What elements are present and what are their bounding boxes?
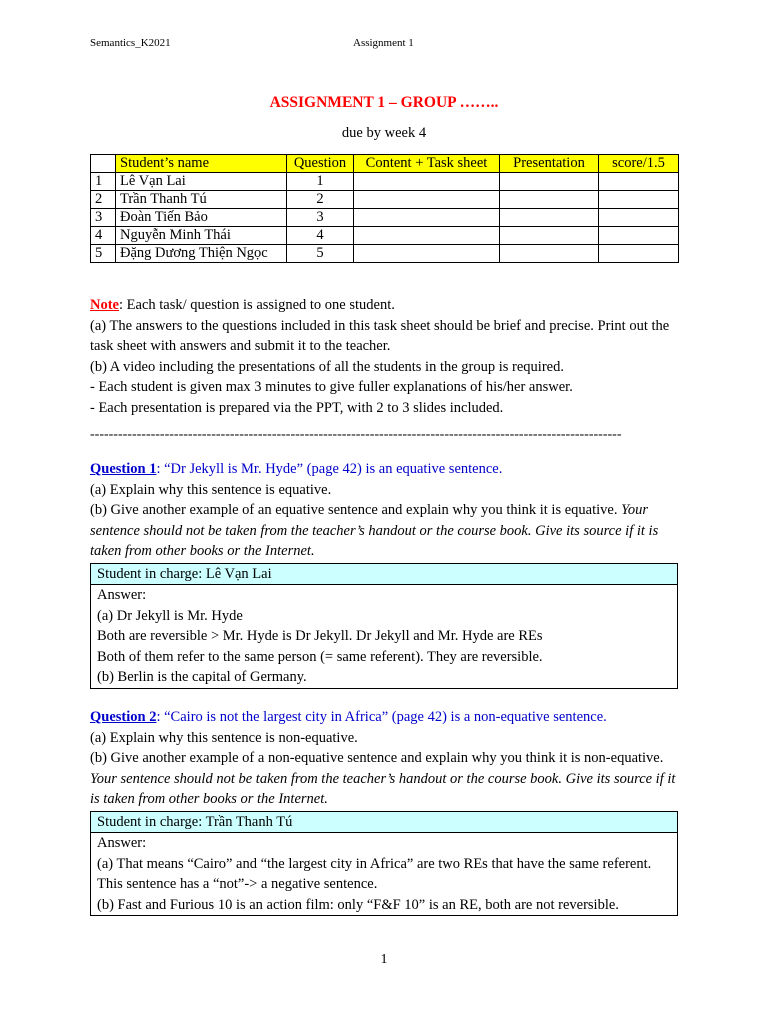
- row-number: 1: [91, 173, 116, 191]
- table-header-score: score/1.5: [599, 155, 679, 173]
- table-row: [91, 209, 679, 227]
- answer-line: Answer:: [97, 587, 147, 603]
- answer-1-body: [91, 585, 677, 688]
- table-header-question: Question: [287, 155, 354, 173]
- content-cell: [354, 173, 500, 191]
- table-header-presentation: Presentation: [500, 155, 599, 173]
- answer-box-2: [90, 811, 678, 916]
- question-1-part-b-text: (b) Give another example of an equative sentence and explain why you think it is equative.: [90, 502, 622, 518]
- table-header-num: [91, 155, 116, 173]
- question-2-text: : “Cairo is not the largest city in Africa” (page 42) is a non-equative sentence.: [156, 709, 607, 725]
- question-1-section: [90, 459, 678, 562]
- question-1-heading: [90, 459, 678, 480]
- row-number: 4: [91, 227, 116, 245]
- note-label: Note: [90, 297, 119, 313]
- question-1-label: Question 1: [90, 461, 157, 477]
- row-number: 2: [91, 191, 116, 209]
- answer-line: (a) That means “Cairo” and “the largest city in Africa” are two REs that have the same referent. This sentence has a “not”-> a negative sentence.: [97, 855, 652, 892]
- question-number: 1: [287, 173, 354, 191]
- presentation-cell: [500, 191, 599, 209]
- question-number: 4: [287, 227, 354, 245]
- row-number: 3: [91, 209, 116, 227]
- answer-box-1: [90, 563, 678, 689]
- table-header-row: [91, 155, 679, 173]
- presentation-cell: [500, 245, 599, 263]
- student-table: [90, 154, 679, 263]
- table-header-name: Student’s name: [116, 155, 287, 173]
- divider-line: ------------------------------------------------------------------------------------------------------------------: [90, 428, 622, 442]
- question-2-part-a: (a) Explain why this sentence is non-equative.: [90, 729, 358, 746]
- table-row: [91, 245, 679, 263]
- header-course-code: Semantics_K2021: [90, 37, 171, 49]
- question-2-label: Question 2: [90, 709, 157, 725]
- answer-line: Both are reversible > Mr. Hyde is Dr Jekyll. Dr Jekyll and Mr. Hyde are REs: [97, 628, 543, 644]
- score-cell: [599, 191, 679, 209]
- student-in-charge-1: Student in charge: Lê Vạn Lai: [91, 564, 677, 585]
- table-row: [91, 173, 679, 191]
- presentation-cell: [500, 173, 599, 191]
- header-doc-title: Assignment 1: [353, 37, 414, 49]
- content-cell: [354, 227, 500, 245]
- table-header-content: Content + Task sheet: [354, 155, 500, 173]
- question-2-part-b-text: (b) Give another example of a non-equative sentence and explain why you think it is non-equative.: [90, 750, 664, 766]
- question-2-section: [90, 707, 678, 810]
- note-line: (b) A video including the presentations of all the students in the group is required.: [90, 358, 564, 375]
- student-name: Lê Vạn Lai: [116, 173, 287, 191]
- content-cell: [354, 245, 500, 263]
- student-in-charge-2: Student in charge: Trần Thanh Tú: [91, 812, 677, 833]
- question-2-heading: [90, 707, 678, 728]
- answer-2-body: [91, 833, 677, 915]
- page-number: 1: [380, 952, 388, 967]
- row-number: 5: [91, 245, 116, 263]
- table-row: [91, 227, 679, 245]
- student-name: Nguyễn Minh Thái: [116, 227, 287, 245]
- note-intro: [90, 295, 678, 316]
- score-cell: [599, 173, 679, 191]
- note-intro-text: : Each task/ question is assigned to one student.: [119, 297, 395, 313]
- answer-line: (b) Berlin is the capital of Germany.: [97, 669, 307, 685]
- question-1-part-b: [90, 500, 678, 562]
- question-number: 3: [287, 209, 354, 227]
- note-line: - Each student is given max 3 minutes to give fuller explanations of his/her answer.: [90, 379, 573, 395]
- question-1-part-a: (a) Explain why this sentence is equative.: [90, 481, 332, 498]
- question-2-part-b-italic: Your sentence should not be taken from the teacher’s handout or the course book. Give its source if it is taken from other books or the Internet.: [90, 770, 676, 807]
- content-cell: [354, 209, 500, 227]
- content-cell: [354, 191, 500, 209]
- question-1-part-b-italic: Your sentence should not be taken from the teacher’s handout or the course book. Give its source if it is taken from other books or the Internet.: [90, 502, 659, 559]
- student-name: Trần Thanh Tú: [116, 191, 287, 209]
- note-line: - Each presentation is prepared via the PPT, with 2 to 3 slides included.: [90, 399, 504, 416]
- note-line: (a) The answers to the questions included in this task sheet should be brief and precise. Print out the task sheet with answers and submit it to the teacher.: [90, 317, 670, 354]
- score-cell: [599, 245, 679, 263]
- presentation-cell: [500, 227, 599, 245]
- score-cell: [599, 227, 679, 245]
- answer-line: Both of them refer to the same person (= same referent). They are reversible.: [97, 648, 543, 665]
- answer-line: (a) Dr Jekyll is Mr. Hyde: [97, 607, 243, 624]
- question-number: 2: [287, 191, 354, 209]
- presentation-cell: [500, 209, 599, 227]
- note-section: [90, 295, 678, 418]
- question-2-part-b: [90, 748, 678, 810]
- page-title: ASSIGNMENT 1 – GROUP ……..: [269, 94, 499, 111]
- answer-line: (b) Fast and Furious 10 is an action film: only “F&F 10” is an RE, both are not reversible.: [97, 896, 619, 913]
- student-name: Đặng Dương Thiện Ngọc: [116, 245, 287, 263]
- table-row: [91, 191, 679, 209]
- question-number: 5: [287, 245, 354, 263]
- question-1-text: : “Dr Jekyll is Mr. Hyde” (page 42) is an equative sentence.: [156, 461, 503, 477]
- answer-line: Answer:: [97, 835, 147, 851]
- due-date: due by week 4: [341, 125, 427, 141]
- student-name: Đoàn Tiến Bảo: [116, 209, 287, 227]
- score-cell: [599, 209, 679, 227]
